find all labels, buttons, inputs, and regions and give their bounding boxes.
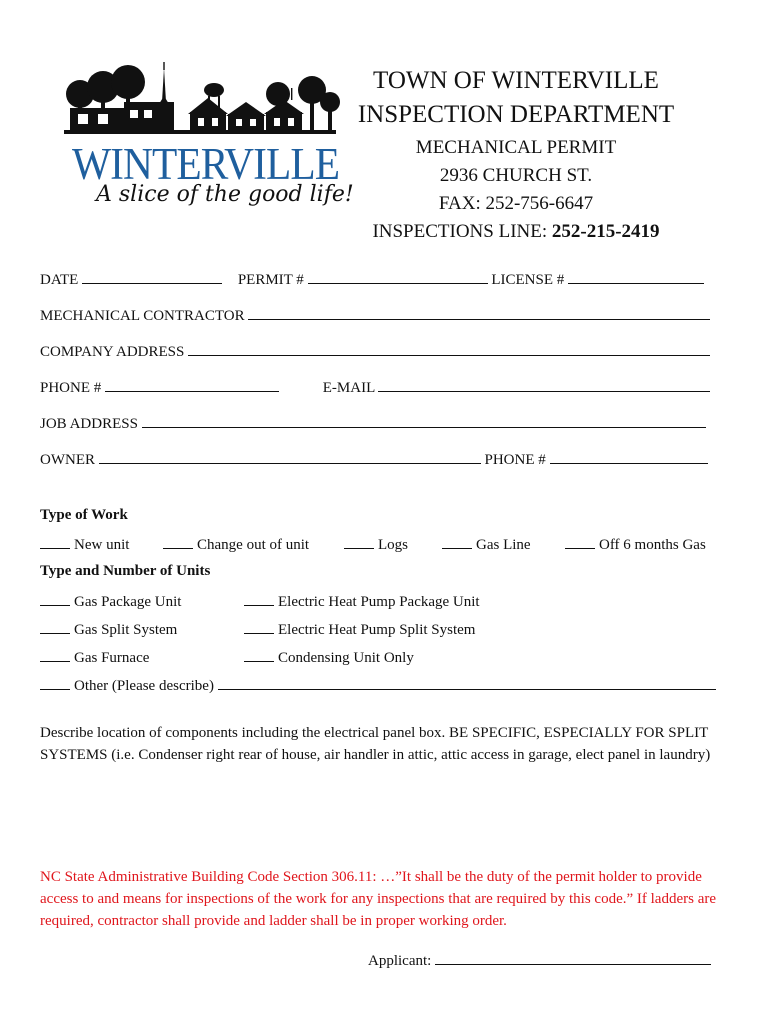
applicant-label: Applicant: [368,953,432,969]
work-option-new-unit[interactable] [40,535,129,554]
checkbox-line[interactable] [40,592,70,606]
checkbox-line[interactable] [442,535,472,549]
owner-field[interactable] [99,450,481,464]
unit-gas-split[interactable] [40,620,177,639]
phone-field[interactable] [105,378,279,392]
email-field[interactable] [378,378,710,392]
unit-gas-furnace[interactable] [40,648,149,667]
code-notice: NC State Administrative Building Code Section 306.11: …”It shall be the duty of the permit holder to provide access to and means for inspections of the work for any inspections that are required by this code.” If ladders are required, contractor shall provide and ladder shall be in proper working order. [40,869,717,929]
unit-heat-pump-package[interactable] [244,592,480,611]
checkbox-line[interactable] [344,535,374,549]
inspections-line [346,218,686,246]
work-option-change-out[interactable] [163,535,309,554]
owner-phone-field[interactable] [550,450,708,464]
permit-type: MECHANICAL PERMIT [415,137,617,158]
work-option-off-6-months[interactable] [565,535,706,554]
work-option-gas-line[interactable] [442,535,531,554]
unit-heat-pump-split[interactable] [244,620,475,639]
applicant-signature-field[interactable] [435,951,711,965]
inspections-label: INSPECTIONS LINE: [372,221,552,242]
row-job-address [40,414,706,433]
town-skyline-icon [58,62,342,142]
checkbox-line[interactable] [244,592,274,606]
company-address-label: COMPANY ADDRESS [40,344,185,360]
option-label: Electric Heat Pump Split System [278,622,476,638]
permit-label: PERMIT # [237,272,304,288]
option-label: Off 6 months Gas [599,537,706,553]
checkbox-line[interactable] [244,648,274,662]
permit-field[interactable] [308,270,488,284]
row-contractor [40,306,710,325]
other-describe-field[interactable] [218,676,716,690]
checkbox-line[interactable] [40,676,70,690]
email-label: E-MAIL [322,380,375,396]
owner-label: OWNER [40,452,95,468]
option-label: Logs [378,537,408,553]
inspections-number: 252-215-2419 [551,221,660,242]
checkbox-line[interactable] [244,620,274,634]
checkbox-line[interactable] [565,535,595,549]
contractor-field[interactable] [248,306,710,320]
checkbox-line[interactable] [40,648,70,662]
department-name: INSPECTION DEPARTMENT [357,101,675,128]
unit-condensing-only[interactable] [244,648,414,667]
option-label: Gas Furnace [74,650,150,666]
logo-tagline: A slice of the good life! [96,182,354,207]
department-header [346,64,686,246]
street-address: 2936 CHURCH ST. [439,165,593,186]
phone-label: PHONE # [40,380,102,396]
option-label: Condensing Unit Only [278,650,414,666]
unit-other[interactable] [40,676,716,695]
job-address-field[interactable] [142,414,706,428]
job-address-label: JOB ADDRESS [40,416,138,432]
fax-number: FAX: 252-756-6647 [438,193,594,214]
contractor-label: MECHANICAL CONTRACTOR [40,308,245,324]
town-name: TOWN OF WINTERVILLE [373,67,659,94]
row-phone-email [40,378,710,397]
option-label: Gas Line [476,537,531,553]
option-label: Gas Package Unit [74,594,182,610]
option-label: Other (Please describe) [74,678,214,694]
row-date-permit-license [40,270,704,289]
license-field[interactable] [568,270,704,284]
date-label: DATE [40,272,79,288]
type-of-work-heading: Type of Work [40,507,128,523]
checkbox-line[interactable] [40,535,70,549]
checkbox-line[interactable] [163,535,193,549]
unit-gas-package[interactable] [40,592,181,611]
option-label: Electric Heat Pump Package Unit [278,594,480,610]
license-label: LICENSE # [491,272,565,288]
option-label: Gas Split System [74,622,178,638]
describe-instructions: Describe location of components including the electrical panel box. BE SPECIFIC, ESPECIALLY FOR SPLIT SYSTEMS (i.e. Condenser right rear of house, air handler in attic, attic access in garage, elect panel in laundry) [40,725,711,763]
logo-wordmark: WINTERVILLE [72,139,340,189]
units-heading: Type and Number of Units [40,563,211,579]
work-option-logs[interactable] [344,535,408,554]
option-label: New unit [74,537,130,553]
owner-phone-label: PHONE # [484,452,546,468]
date-field[interactable] [82,270,222,284]
row-owner [40,450,708,469]
applicant-row [368,951,711,970]
row-company-address [40,342,710,361]
checkbox-line[interactable] [40,620,70,634]
option-label: Change out of unit [197,537,310,553]
town-logo [58,62,354,222]
company-address-field[interactable] [188,342,710,356]
